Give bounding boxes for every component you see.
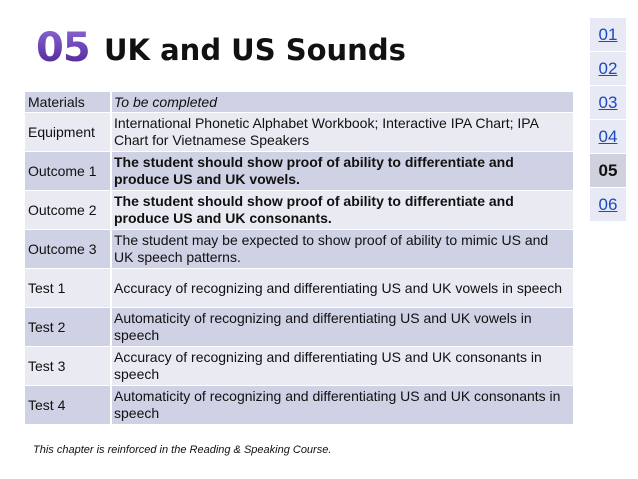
nav-item-06[interactable]: 06 [590, 188, 626, 221]
nav-item-04[interactable]: 04 [590, 120, 626, 153]
table-row [25, 308, 573, 347]
nav-item-05-current[interactable]: 05 [590, 154, 626, 187]
nav-item-01[interactable]: 01 [590, 18, 626, 51]
row-label: Test 4 [25, 386, 111, 425]
table-row [25, 269, 573, 308]
row-label: Outcome 3 [25, 230, 111, 269]
row-label: Test 1 [25, 269, 111, 308]
row-value: Accuracy of recognizing and differentiating US and UK consonants in speech [111, 347, 573, 386]
table-row [25, 230, 573, 269]
row-value: Accuracy of recognizing and differentiating US and UK vowels in speech [111, 269, 573, 308]
course-info-table [25, 92, 573, 425]
row-label: Outcome 2 [25, 191, 111, 230]
row-value: The student may be expected to show proof of ability to mimic US and UK speech patterns. [111, 230, 573, 269]
nav-item-02[interactable]: 02 [590, 52, 626, 85]
nav-item-03[interactable]: 03 [590, 86, 626, 119]
row-value: The student should show proof of ability to differentiate and produce US and UK vowels. [111, 152, 573, 191]
table-row [25, 152, 573, 191]
table-row [25, 113, 573, 152]
row-value: To be completed [111, 92, 573, 113]
row-label: Test 3 [25, 347, 111, 386]
row-value: The student should show proof of ability to differentiate and produce US and UK consonants. [111, 191, 573, 230]
row-label: Equipment [25, 113, 111, 152]
table-row [25, 191, 573, 230]
table-row [25, 347, 573, 386]
row-label: Test 2 [25, 308, 111, 347]
chapter-number-badge: 05 [36, 25, 90, 71]
row-value: International Phonetic Alphabet Workbook; Interactive IPA Chart; IPA Chart for Vietnamese Speakers [111, 113, 573, 152]
chapter-nav [590, 18, 626, 222]
footer-note: This chapter is reinforced in the Reading & Speaking Course. [33, 444, 332, 456]
row-label: Materials [25, 92, 111, 113]
row-value: Automaticity of recognizing and differentiating US and UK consonants in speech [111, 386, 573, 425]
table-row [25, 386, 573, 425]
row-label: Outcome 1 [25, 152, 111, 191]
page-title: UK and US Sounds [104, 33, 406, 67]
table-row [25, 92, 573, 113]
row-value: Automaticity of recognizing and differentiating US and UK vowels in speech [111, 308, 573, 347]
